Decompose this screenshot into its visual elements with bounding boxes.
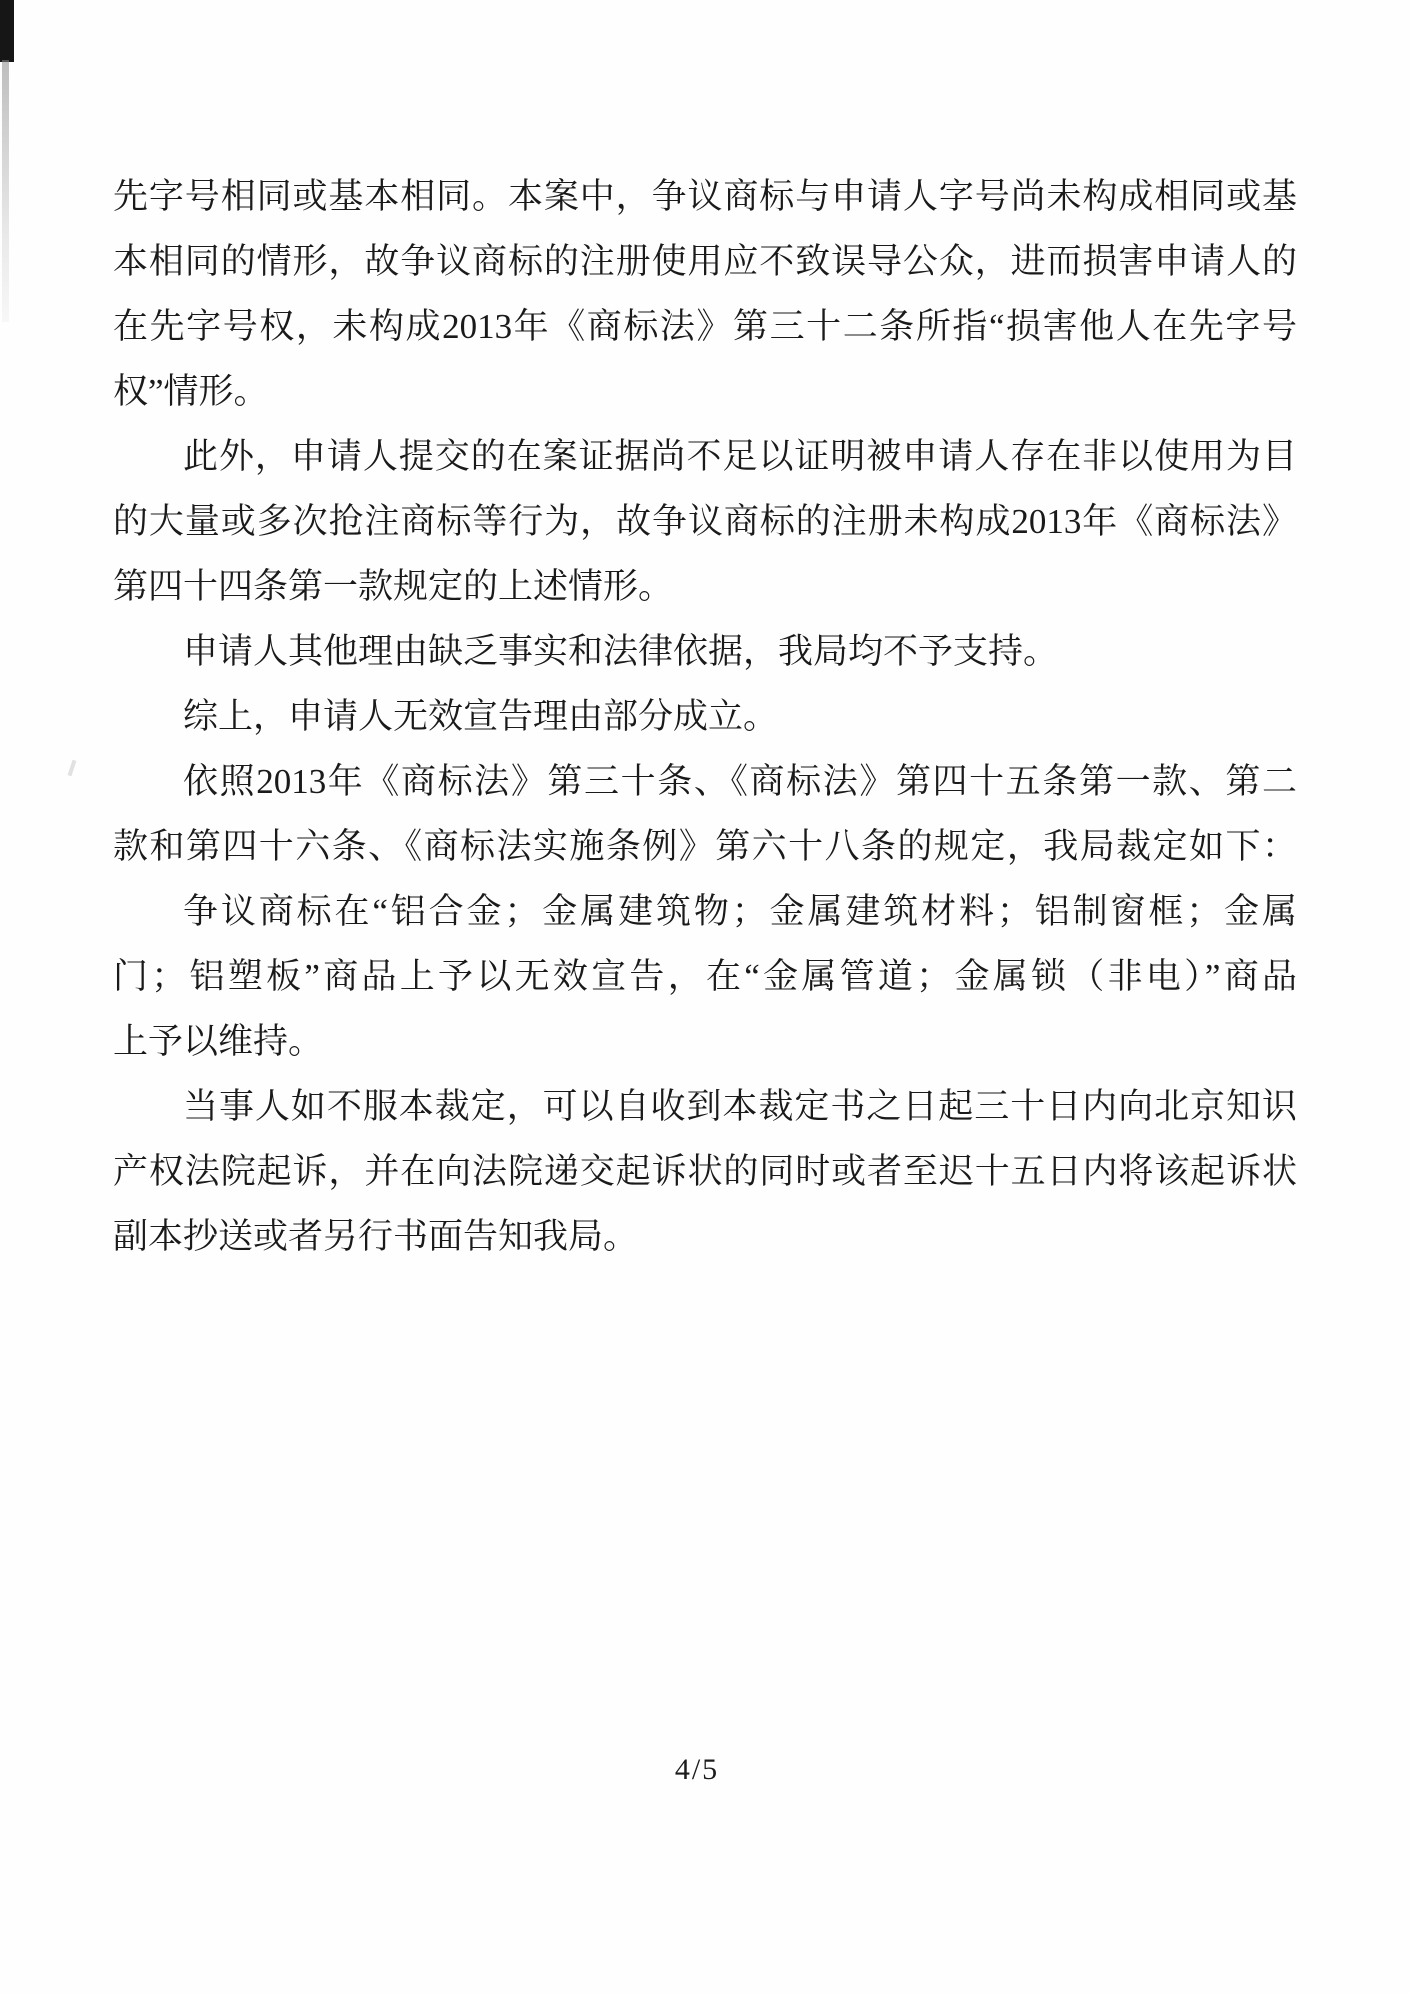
text-line-10: 依照2013年《商标法》第三十条、《商标法》第四十五条第一款、第二 xyxy=(183,762,1297,801)
text-line-9: 综上，申请人无效宣告理由部分成立。 xyxy=(183,697,779,736)
text-line-14: 上予以维持。 xyxy=(113,1022,324,1061)
page-number: 4/5 xyxy=(674,1753,720,1786)
scan-artifact-tick xyxy=(68,760,77,776)
text-line-5: 此外，申请人提交的在案证据尚不足以证明被申请人存在非以使用为目 xyxy=(183,437,1297,476)
page-footer xyxy=(0,1753,1394,1787)
ruling-text-block xyxy=(113,164,1297,1269)
text-line-7: 第四十四条第一款规定的上述情形。 xyxy=(113,567,674,606)
text-line-13: 门；铝塑板”商品上予以无效宣告，在“金属管道；金属锁（非电）”商品 xyxy=(113,957,1297,996)
text-line-2: 本相同的情形，故争议商标的注册使用应不致误导公众，进而损害申请人的 xyxy=(113,242,1297,281)
text-line-4: 权”情形。 xyxy=(113,372,269,411)
scan-artifact-bar xyxy=(0,0,14,62)
scan-artifact-streak xyxy=(2,60,9,322)
text-line-17: 副本抄送或者另行书面告知我局。 xyxy=(113,1217,639,1256)
text-line-8: 申请人其他理由缺乏事实和法律依据，我局均不予支持。 xyxy=(183,632,1059,671)
text-line-12: 争议商标在“铝合金；金属建筑物；金属建筑材料；铝制窗框；金属 xyxy=(183,892,1297,931)
text-line-3: 在先字号权，未构成2013年《商标法》第三十二条所指“损害他人在先字号 xyxy=(113,307,1297,346)
text-line-16: 产权法院起诉，并在向法院递交起诉状的同时或者至迟十五日内将该起诉状 xyxy=(113,1152,1297,1191)
text-line-6: 的大量或多次抢注商标等行为，故争议商标的注册未构成2013年《商标法》 xyxy=(113,502,1297,541)
text-line-1: 先字号相同或基本相同。本案中，争议商标与申请人字号尚未构成相同或基 xyxy=(113,177,1297,216)
text-line-11: 款和第四十六条、《商标法实施条例》第六十八条的规定，我局裁定如下： xyxy=(113,827,1297,866)
text-line-15: 当事人如不服本裁定，可以自收到本裁定书之日起三十日内向北京知识 xyxy=(183,1087,1297,1126)
